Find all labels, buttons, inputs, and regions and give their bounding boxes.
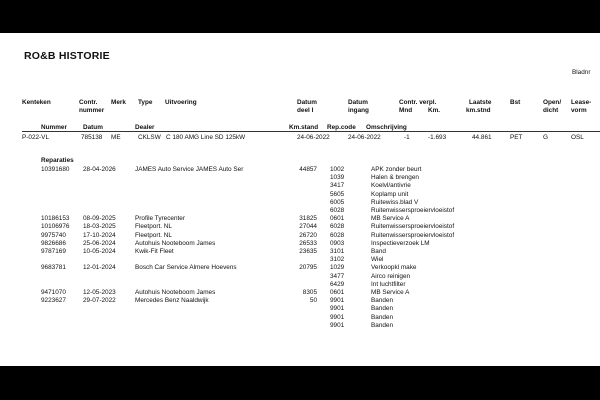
repair-dealer: Mercedes Benz Naaldwijk xyxy=(135,297,209,305)
repair-dealer: Kwik-Fit Fleet xyxy=(135,248,174,255)
repair-dealer: JAMES Auto Service JAMES Auto Ser xyxy=(135,166,244,173)
hdr-mnd: Mnd xyxy=(399,107,413,114)
vehicle-laatste: 44.861 xyxy=(472,134,492,141)
repair-code: 1002 xyxy=(330,166,345,173)
hdr-datum-deel: Datum xyxy=(297,99,317,106)
repair-dealer: Profile Tyrecenter xyxy=(135,215,185,223)
repair-omschrijving: Ruitenwissersproeiervloeistof xyxy=(371,231,455,239)
hdr-datum2: Datum xyxy=(83,124,103,131)
repair-datum: 25-06-2024 xyxy=(83,239,116,247)
repair-km: 31825 xyxy=(299,215,317,223)
vehicle-kenteken: P-022-VL xyxy=(22,134,49,141)
repair-datum: 18-03-2025 xyxy=(83,223,116,231)
repair-code: 1039 xyxy=(330,174,345,182)
repair-nummer: 9787169 xyxy=(41,248,66,255)
vehicle-mnd: -1 xyxy=(404,134,410,141)
hdr-kmstnd: km.stnd xyxy=(466,107,491,114)
hdr-nummer2: Nummer xyxy=(41,124,67,131)
hdr-type: Type xyxy=(138,99,153,106)
repair-dealer: Autohuis Nooteboom James xyxy=(135,289,216,296)
hdr-ingang: ingang xyxy=(348,107,369,114)
vehicle-type: CKLSW xyxy=(138,134,161,141)
repair-code: 3101 xyxy=(330,248,345,255)
hdr-kenteken: Kenteken xyxy=(22,99,51,106)
hdr-kmstand: Km.stand xyxy=(289,124,319,131)
hdr-datum-ingang: Datum xyxy=(348,99,368,106)
repair-omschrijving: Koplamp unit xyxy=(371,190,409,198)
repair-code: 0601 xyxy=(330,215,345,223)
repair-omschrijving: Ruitenwissersproeiervloeistof xyxy=(371,207,455,214)
hdr-omschrijving: Omschrijving xyxy=(366,124,407,131)
repair-datum: 28-04-2026 xyxy=(83,166,116,173)
repair-omschrijving: Banden xyxy=(371,321,394,329)
vehicle-datum-ingang: 24-06-2022 xyxy=(348,134,381,141)
hdr-open: Open/ xyxy=(543,99,562,106)
report-page xyxy=(0,33,600,366)
repair-datum: 12-01-2024 xyxy=(83,264,116,272)
repair-nummer: 10186153 xyxy=(41,215,70,223)
hdr-repcode: Rep.code xyxy=(327,124,356,131)
hdr-vorm: vorm xyxy=(571,107,587,114)
header-divider xyxy=(22,131,600,132)
repair-omschrijving: Halen & brengen xyxy=(371,174,419,182)
repair-km: 50 xyxy=(309,297,317,305)
repair-nummer: 9975740 xyxy=(41,231,66,239)
repair-code: 9901 xyxy=(330,305,345,313)
repair-km: 44857 xyxy=(299,166,317,173)
vehicle-uitvoering: C 180 AMG Line SD 125kW xyxy=(166,134,246,141)
vehicle-merk: ME xyxy=(111,134,121,141)
repair-code: 5605 xyxy=(330,190,345,198)
hdr-dealer: Dealer xyxy=(135,124,155,131)
repair-km: 26533 xyxy=(299,239,317,247)
repair-code: 3417 xyxy=(330,182,345,190)
repair-code: 0903 xyxy=(330,239,345,247)
hdr-km: Km. xyxy=(428,107,441,114)
hdr-contr: Contr. xyxy=(79,99,98,106)
repair-omschrijving: Airco reinigen xyxy=(371,272,411,280)
repair-omschrijving: Wiel xyxy=(371,256,384,264)
repair-code: 6429 xyxy=(330,280,345,288)
repair-code: 6028 xyxy=(330,223,345,231)
repair-omschrijving: Banden xyxy=(371,313,394,321)
vehicle-bst: PET xyxy=(510,134,523,141)
repair-code: 9901 xyxy=(330,297,345,305)
vehicle-open: G xyxy=(543,134,548,141)
repair-datum: 10-05-2024 xyxy=(83,248,116,255)
repair-nummer: 9223627 xyxy=(41,297,66,305)
repair-code: 6028 xyxy=(330,231,345,239)
hdr-merk: Merk xyxy=(111,99,126,106)
hdr-uitvoering: Uitvoering xyxy=(165,99,197,106)
repair-omschrijving: Banden xyxy=(371,305,394,313)
page-title: RO&B HISTORIE xyxy=(24,50,110,62)
repair-nummer: 9471070 xyxy=(41,289,66,296)
repair-omschrijving: MB Service A xyxy=(371,215,410,223)
repair-code: 9901 xyxy=(330,321,345,329)
repair-km: 20795 xyxy=(299,264,317,272)
repair-omschrijving: Koelvl/antivrie xyxy=(371,182,411,190)
repair-omschrijving: Banden xyxy=(371,297,394,305)
repair-km: 23635 xyxy=(299,248,317,255)
repair-datum: 08-09-2025 xyxy=(83,215,116,223)
repair-code: 1029 xyxy=(330,264,345,272)
repair-code: 0601 xyxy=(330,289,345,296)
vehicle-km: -1.693 xyxy=(428,134,447,141)
repair-dealer: Autohuis Nooteboom James xyxy=(135,239,216,247)
hdr-lease: Lease- xyxy=(571,99,592,106)
repair-omschrijving: Int luchtfilter xyxy=(371,280,406,288)
repair-code: 3477 xyxy=(330,272,345,280)
repair-nummer: 10106976 xyxy=(41,223,70,231)
repair-nummer: 9826686 xyxy=(41,239,66,247)
repair-km: 8305 xyxy=(302,289,317,296)
repair-code: 3102 xyxy=(330,256,345,264)
repair-omschrijving: Band xyxy=(371,248,386,255)
reparaties-heading: Reparaties xyxy=(41,157,74,164)
hdr-deel: deel I xyxy=(297,107,314,114)
repair-code: 6005 xyxy=(330,198,345,206)
repair-dealer: Bosch Car Service Almere Hoevens xyxy=(135,264,237,272)
repair-nummer: 10391680 xyxy=(41,166,70,173)
repair-omschrijving: Ruitenwissersproeiervloeistof xyxy=(371,223,455,231)
repair-omschrijving: Ruitewiss.blad V xyxy=(371,198,419,206)
repair-km: 26720 xyxy=(299,231,317,239)
repair-code: 9901 xyxy=(330,313,345,321)
repair-datum: 29-07-2022 xyxy=(83,297,116,305)
repair-nummer: 9683781 xyxy=(41,264,66,272)
repair-dealer: Fleetport. NL xyxy=(135,223,172,231)
repair-omschrijving: APK zonder beurt xyxy=(371,166,422,173)
vehicle-datum-deel: 24-06-2022 xyxy=(297,134,330,141)
vehicle-contr: 785138 xyxy=(81,134,103,141)
hdr-dicht: dicht xyxy=(543,107,559,114)
repair-datum: 12-05-2023 xyxy=(83,289,116,296)
repair-km: 27044 xyxy=(299,223,317,231)
repair-code: 6028 xyxy=(330,207,345,214)
repair-omschrijving: Inspectieverzoek LM xyxy=(371,239,430,247)
bladnr-label: Bladnr xyxy=(572,69,591,76)
hdr-bst: Bst xyxy=(510,99,521,106)
hdr-contr-verpl: Contr. verpl. xyxy=(399,99,437,106)
hdr-laatste: Laatste xyxy=(469,99,492,106)
repair-datum: 17-10-2024 xyxy=(83,231,116,239)
hdr-nummer: nummer xyxy=(79,107,105,114)
repair-omschrijving: Verkoopkl make xyxy=(371,264,417,272)
vehicle-lease: OSL xyxy=(571,134,584,141)
repair-dealer: Fleetport. NL xyxy=(135,231,172,239)
repair-omschrijving: MB Service A xyxy=(371,289,410,296)
